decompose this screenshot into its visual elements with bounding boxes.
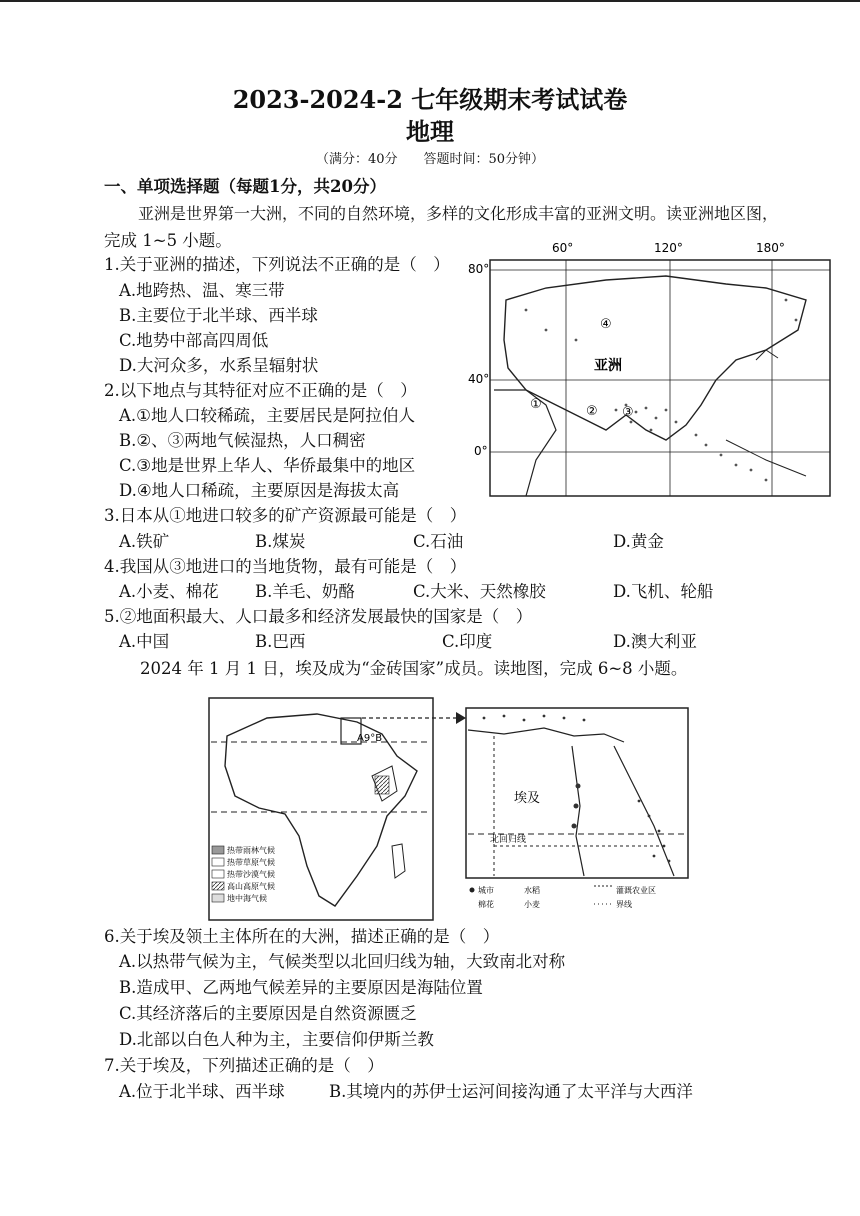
q1-stem: 1.关于亚洲的描述，下列说法不正确的是（ ）: [104, 255, 450, 274]
q7-stem: 7.关于埃及，下列描述正确的是（ ）: [104, 1056, 384, 1075]
q7-option-b: B.其境内的苏伊士运河间接沟通了太平洋与大西洋: [329, 1082, 693, 1101]
svg-text:小麦: 小麦: [524, 900, 540, 909]
svg-text:水稻: 水稻: [524, 886, 540, 895]
africa-hatching: [375, 776, 389, 794]
asia-map: [466, 240, 836, 502]
q2-option-a: A.①地人口较稀疏，主要居民是阿拉伯人: [119, 406, 415, 425]
africa-arabia-coast: [494, 390, 556, 496]
svg-text:热带草原气候: 热带草原气候: [227, 858, 275, 867]
lat-label-0: 0°: [474, 444, 488, 458]
q6-option-a: A.以热带气候为主，气候类型以北回归线为轴，大致南北对称: [119, 952, 566, 971]
q3-option-c: C.石油: [413, 532, 464, 551]
q4-option-a: A.小麦、棉花: [119, 582, 219, 601]
q3-option-d: D.黄金: [613, 532, 664, 551]
q5-option-b: B.巴西: [255, 632, 306, 651]
asia-label: 亚洲: [594, 358, 622, 374]
q3-option-a: A.铁矿: [119, 532, 170, 551]
svg-text:高山高原气候: 高山高原气候: [227, 882, 275, 891]
mountain-stipple: [525, 299, 798, 482]
zoom-arrow: [360, 706, 470, 730]
q1-option-b: B.主要位于北半球、西半球: [119, 306, 318, 325]
lon-label-120: 120°: [654, 241, 683, 255]
svg-text:热带沙漠气候: 热带沙漠气候: [227, 870, 275, 879]
svg-text:地中海气候: 地中海气候: [227, 894, 267, 903]
q3-stem: 3.日本从①地进口较多的矿产资源最可能是（ ）: [104, 506, 467, 525]
q4-option-d: D.飞机、轮船: [613, 582, 714, 601]
intro-line-1: 亚洲是世界第一大洲，不同的自然环境，多样的文化形成丰富的亚洲文明。读亚洲地区图，: [138, 204, 779, 223]
q1-option-c: C.地势中部高四周低: [119, 331, 269, 350]
tropic-label: 北回归线: [490, 835, 527, 845]
exam-title: 2023-2024-2 七年级期末考试试卷: [232, 85, 628, 114]
q3-option-b: B.煤炭: [255, 532, 306, 551]
q6-stem: 6.关于埃及领土主体所在的大洲，描述正确的是（ ）: [104, 927, 500, 946]
svg-text:城市: 城市: [478, 886, 494, 895]
q4-option-b: B.羊毛、奶酪: [255, 582, 355, 601]
marker-3: ③: [622, 405, 634, 420]
egypt-map: [464, 706, 690, 912]
q5-option-c: C.印度: [442, 632, 493, 651]
q6-option-d: D.北部以白色人种为主，主要信仰伊斯兰教: [119, 1030, 434, 1049]
q6-option-c: C.其经济落后的主要原因是自然资源匮乏: [119, 1004, 417, 1023]
section-heading: 一、单项选择题（每题1分，共20分）: [104, 177, 386, 196]
q2-option-d: D.④地人口稀疏，主要原因是海拔太高: [119, 481, 400, 500]
q7-option-a: A.位于北半球、西半球: [119, 1082, 285, 1101]
lon-label-60: 60°: [552, 241, 574, 255]
q2-option-c: C.③地是世界上华人、华侨最集中的地区: [119, 456, 416, 475]
q5-stem: 5.②地面积最大、人口最多和经济发展最快的国家是（ ）: [104, 607, 533, 626]
q1-option-d: D.大河众多，水系呈辐射状: [119, 356, 319, 375]
q1-option-a: A.地跨热、温、寒三带: [119, 281, 285, 300]
exam-subject: 地理: [406, 117, 454, 146]
island-arc: [726, 440, 806, 476]
marker-1: ①: [530, 397, 542, 412]
asia-map-frame: [490, 260, 830, 496]
lat-label-80: 80°: [468, 262, 490, 276]
africa-legend: [212, 845, 275, 903]
top-border-line: [0, 0, 860, 2]
lat-label-40: 40°: [468, 372, 490, 386]
egypt-label: 埃及: [514, 791, 541, 806]
q4-option-c: C.大米、天然橡胶: [413, 582, 546, 601]
mediterranean-coast: [468, 728, 624, 742]
red-sea-coast: [614, 746, 674, 876]
marker-2: ②: [586, 404, 598, 419]
marker-4: ④: [600, 317, 612, 332]
q2-stem: 2.以下地点与其特征对应不正确的是（ ）: [104, 381, 417, 400]
svg-text:棉花: 棉花: [478, 900, 494, 909]
exam-info: （满分：40分 答题时间：50分钟）: [315, 152, 545, 167]
q4-stem: 4.我国从③地进口的当地货物，最有可能是（ ）: [104, 557, 467, 576]
svg-text:热带雨林气候: 热带雨林气候: [227, 846, 275, 855]
svg-text:灌溉农业区: 灌溉农业区: [616, 886, 656, 895]
lon-label-180: 180°: [756, 241, 785, 255]
intro-line-2: 完成 1~5 小题。: [104, 231, 232, 250]
q2-option-b: B.②、③两地气候湿热，人口稠密: [119, 431, 366, 450]
madagascar: [392, 844, 405, 878]
q6-option-b: B.造成甲、乙两地气候差异的主要原因是海陆位置: [119, 978, 483, 997]
q5-option-d: D.澳大利亚: [613, 632, 697, 651]
intro-6-8: 2024 年 1 月 1 日，埃及成为“金砖国家”成员。读地图，完成 6~8 小题。: [140, 659, 688, 678]
svg-text:界线: 界线: [616, 900, 632, 909]
q5-option-a: A.中国: [119, 632, 170, 651]
asia-coastline: [504, 276, 806, 440]
egypt-legend: [470, 885, 657, 909]
africa-line-label: A9°B: [357, 733, 383, 744]
nile-river: [572, 746, 584, 876]
